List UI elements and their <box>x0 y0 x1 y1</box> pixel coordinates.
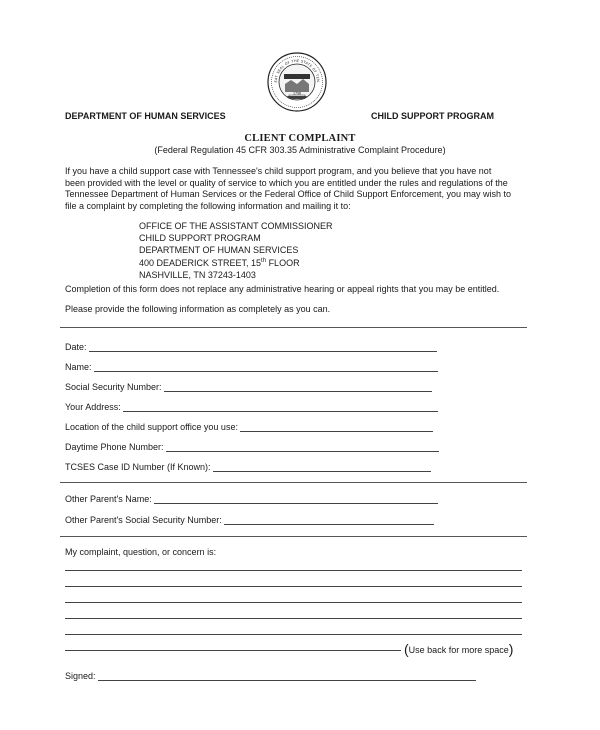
address-line: NASHVILLE, TN 37243-1403 <box>139 270 256 281</box>
office-location-input-line[interactable] <box>240 424 433 432</box>
office-location-field[interactable] <box>65 422 433 432</box>
intro-line: been provided with the level or quality of service to which you are entitled under the rules and regulations of the <box>65 177 508 188</box>
signature-field[interactable] <box>65 671 476 681</box>
name-input-line[interactable] <box>94 364 438 372</box>
daytime-phone-input-line[interactable] <box>166 444 439 452</box>
department-heading: DEPARTMENT OF HUMAN SERVICES <box>65 111 226 121</box>
complaint-line[interactable] <box>65 602 522 603</box>
ssn-label: Social Security Number: <box>65 382 162 392</box>
tcses-field[interactable] <box>65 462 431 472</box>
ssn-field[interactable] <box>65 382 432 392</box>
date-input-line[interactable] <box>89 344 437 352</box>
svg-text:THE GREAT SEAL OF THE STATE OF: EAT SEAL OF THE STATE OF TEN <box>273 58 321 83</box>
complaint-line[interactable] <box>65 570 522 571</box>
section-divider <box>60 482 527 483</box>
office-location-label: Location of the child support office you use: <box>65 422 238 432</box>
address-input-line[interactable] <box>123 404 438 412</box>
complaint-line[interactable] <box>65 586 522 587</box>
tennessee-state-seal <box>267 52 327 112</box>
complaint-line[interactable] <box>65 650 401 651</box>
other-parent-ssn-input-line[interactable] <box>224 517 434 525</box>
other-parent-ssn-label: Other Parent's Social Security Number: <box>65 515 222 525</box>
address-line: OFFICE OF THE ASSISTANT COMMISSIONER <box>139 221 333 231</box>
signed-label: Signed: <box>65 671 96 681</box>
completion-note: Completion of this form does not replace any administrative hearing or appeal rights that you may be entitled. <box>65 284 500 294</box>
other-parent-name-input-line[interactable] <box>154 496 438 504</box>
address-label: Your Address: <box>65 402 121 412</box>
use-back-note: (Use back for more space) <box>404 641 514 657</box>
intro-paragraph <box>65 166 535 212</box>
mailing-address <box>139 221 333 282</box>
intro-line: Tennessee Department of Human Services or the Federal Office of Child Support Enforcement, you may wish to <box>65 189 512 199</box>
complaint-line[interactable] <box>65 618 522 619</box>
provide-note: Please provide the following information as completely as you can. <box>65 304 331 314</box>
program-heading: CHILD SUPPORT PROGRAM <box>371 111 495 121</box>
date-label: Date: <box>65 342 87 352</box>
other-parent-name-field[interactable] <box>65 494 438 504</box>
section-divider <box>60 536 527 537</box>
date-field[interactable] <box>65 342 437 352</box>
ssn-input-line[interactable] <box>164 384 432 392</box>
address-line: 400 DEADERICK STREET, 15th FLOOR <box>139 258 300 269</box>
form-subtitle: (Federal Regulation 45 CFR 303.35 Administrative Complaint Procedure) <box>154 145 446 155</box>
complaint-line[interactable] <box>65 634 522 635</box>
other-parent-name-label: Other Parent's Name: <box>65 494 152 504</box>
address-line: DEPARTMENT OF HUMAN SERVICES <box>139 244 299 255</box>
signature-input-line[interactable] <box>98 673 476 681</box>
section-divider <box>60 327 527 328</box>
address-line: CHILD SUPPORT PROGRAM <box>139 232 261 243</box>
intro-line: If you have a child support case with Tennessee's child support program, and you believe that you have not <box>65 166 492 176</box>
daytime-phone-field[interactable] <box>65 442 439 452</box>
form-title: CLIENT COMPLAINT <box>244 133 356 144</box>
tcses-label: TCSES Case ID Number (If Known): <box>65 462 211 472</box>
address-field[interactable] <box>65 402 438 412</box>
daytime-phone-label: Daytime Phone Number: <box>65 442 164 452</box>
name-label: Name: <box>65 362 92 372</box>
intro-line: file a complaint by completing the following information and mailing it to: <box>65 200 351 211</box>
svg-text:1796: 1796 <box>292 91 302 96</box>
complaint-label: My complaint, question, or concern is: <box>65 547 217 557</box>
other-parent-ssn-field[interactable] <box>65 515 434 525</box>
tcses-input-line[interactable] <box>213 464 431 472</box>
name-field[interactable] <box>65 362 438 372</box>
